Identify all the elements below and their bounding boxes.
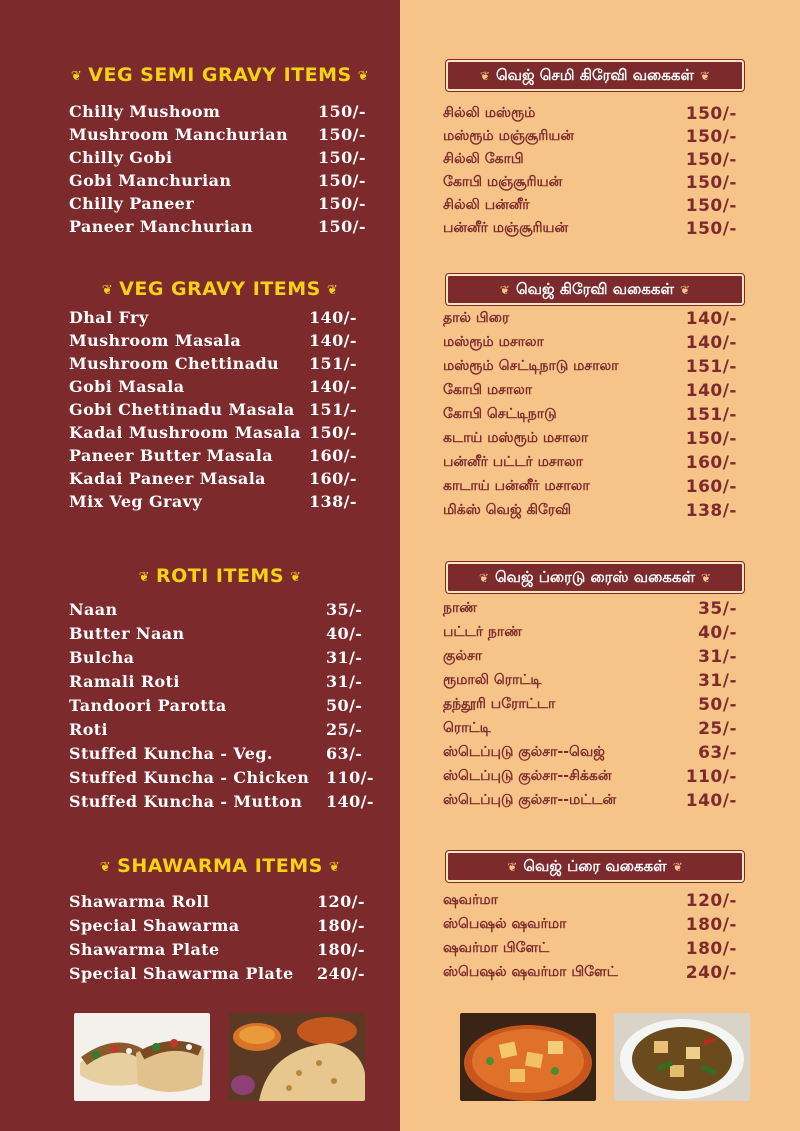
- paneer-curry-photo: [460, 1013, 596, 1101]
- menu-item-name: Tandoori Parotta: [69, 696, 227, 715]
- menu-item-tamil: [443, 767, 743, 790]
- menu-item-name: தந்தூரி பரோட்டா: [443, 696, 556, 712]
- menu-item-name: பன்னீர் மஞ்சூரியன்: [443, 220, 569, 236]
- menu-item-name: கோபி மசாலா: [443, 382, 533, 398]
- menu-item-price: 150/-: [318, 171, 366, 190]
- menu-item-name: Mushroom Manchurian: [69, 125, 289, 144]
- menu-item-price: 150/-: [685, 127, 737, 147]
- menu-item-name: Paneer Butter Masala: [69, 446, 273, 465]
- menu-item-name: ஸ்டெப்புடு குல்சா--மட்டன்: [443, 792, 617, 808]
- menu-item-name: சில்லி பன்னீர்: [443, 197, 530, 213]
- menu-item-english: [69, 696, 379, 719]
- section-heading-text: வெஜ் செமி கிரேவி வகைகள்: [496, 66, 694, 84]
- menu-item-name: ரூமாலி ரொட்டி: [443, 672, 542, 688]
- menu-item-price: 110/-: [685, 767, 737, 787]
- menu-item-name: பன்னீர் பட்டர் மசாலா: [443, 454, 583, 470]
- menu-item-name: ஸ்டெப்புடு குல்சா--வெஜ்: [443, 744, 605, 760]
- menu-item-tamil: [443, 671, 743, 694]
- menu-item-english: [69, 916, 379, 939]
- menu-item-name: Naan: [69, 600, 118, 619]
- section-heading-text: SHAWARMA ITEMS: [117, 855, 323, 877]
- menu-item-price: 140/-: [685, 791, 737, 811]
- menu-item-tamil: [443, 501, 743, 524]
- section-heading-text: VEG SEMI GRAVY ITEMS: [88, 64, 352, 86]
- ornament-icon: ❦: [672, 860, 683, 874]
- menu-item-price: 140/-: [326, 792, 374, 811]
- menu-item-english: [69, 768, 379, 791]
- menu-item-price: 151/-: [685, 357, 737, 377]
- menu-item-name: மஸ்ரூம் செட்டிநாடு மசாலா: [443, 358, 619, 374]
- menu-item-name: கோபி மஞ்சூரியன்: [443, 174, 563, 190]
- menu-item-tamil: [443, 453, 743, 476]
- menu-item-english: [69, 469, 379, 492]
- menu-item-tamil: [443, 743, 743, 766]
- menu-item-name: ஷவர்மா: [443, 892, 498, 908]
- menu-item-price: 150/-: [318, 148, 366, 167]
- menu-item-tamil: [443, 357, 743, 380]
- section-heading-text: வெஜ் ப்ரைடு ரைஸ் வகைகள்: [494, 568, 696, 586]
- menu-item-price: 160/-: [685, 477, 737, 497]
- menu-item-name: ஸ்பெஷல் ஷவர்மா: [443, 916, 567, 932]
- menu-item-tamil: [443, 127, 743, 150]
- menu-item-price: 110/-: [326, 768, 374, 787]
- menu-item-name: ஷவர்மா பிளேட்: [443, 940, 550, 956]
- menu-item-price: 150/-: [685, 173, 737, 193]
- section-heading-english: [0, 855, 440, 877]
- menu-item-name: கடாய் மஸ்ரூம் மசாலா: [443, 430, 589, 446]
- menu-item-price: 140/-: [309, 331, 357, 350]
- menu-item-name: Chilly Gobi: [69, 148, 173, 167]
- menu-item-english: [69, 331, 379, 354]
- menu-item-price: 25/-: [698, 719, 737, 739]
- menu-item-english: [69, 423, 379, 446]
- menu-item-english: [69, 400, 379, 423]
- menu-item-price: 140/-: [309, 308, 357, 327]
- section-heading-english: [0, 278, 440, 300]
- menu-item-english: [69, 892, 379, 915]
- menu-item-price: 150/-: [309, 423, 357, 442]
- menu-item-price: 150/-: [318, 194, 366, 213]
- section-heading-text: ROTI ITEMS: [155, 565, 285, 587]
- menu-item-english: [69, 744, 379, 767]
- menu-item-price: 180/-: [685, 915, 737, 935]
- section-heading-english: [0, 565, 440, 587]
- menu-item-name: காடாய் பன்னீர் மசாலா: [443, 478, 590, 494]
- menu-item-price: 180/-: [317, 916, 365, 935]
- menu-item-price: 160/-: [685, 453, 737, 473]
- menu-item-tamil: [443, 477, 743, 500]
- menu-item-name: Chilly Mushoom: [69, 102, 221, 121]
- ornament-icon: ❦: [70, 69, 83, 84]
- menu-item-name: Shawarma Roll: [69, 892, 210, 911]
- ornament-icon: ❦: [479, 69, 490, 83]
- menu-item-price: 150/-: [685, 219, 737, 239]
- menu-item-english: [69, 672, 379, 695]
- menu-item-name: Gobi Manchurian: [69, 171, 232, 190]
- menu-item-tamil: [443, 891, 743, 914]
- menu-item-tamil: [443, 963, 743, 986]
- menu-item-tamil: [443, 623, 743, 646]
- naan-curry-photo: [229, 1013, 365, 1101]
- menu-item-name: Stuffed Kuncha - Chicken: [69, 768, 310, 787]
- menu-item-price: 180/-: [317, 940, 365, 959]
- menu-item-english: [69, 194, 379, 217]
- section-heading-text: வெஜ் ப்ரை வகைகள்: [523, 857, 667, 875]
- menu-item-name: தால் பிரை: [443, 310, 510, 326]
- section-heading-tamil: [446, 851, 744, 882]
- menu-item-name: Kadai Mushroom Masala: [69, 423, 302, 442]
- menu-item-name: மிக்ஸ் வெஜ் கிரேவி: [443, 502, 572, 518]
- menu-item-price: 240/-: [317, 964, 365, 983]
- menu-item-name: Chilly Paneer: [69, 194, 195, 213]
- menu-item-price: 120/-: [317, 892, 365, 911]
- menu-item-name: ரொட்டி: [443, 720, 491, 736]
- menu-item-name: Ramali Roti: [69, 672, 180, 691]
- menu-item-english: [69, 354, 379, 377]
- menu-item-name: நாண்: [443, 600, 478, 616]
- menu-item-name: ஸ்பெஷல் ஷவர்மா பிளேட்: [443, 964, 618, 980]
- ornament-icon: ❦: [680, 283, 691, 297]
- menu-item-tamil: [443, 429, 743, 452]
- menu-item-price: 151/-: [309, 354, 357, 373]
- ornament-icon: ❦: [326, 283, 339, 298]
- menu-item-english: [69, 964, 379, 987]
- menu-item-price: 31/-: [326, 648, 363, 667]
- ornament-icon: ❦: [328, 860, 341, 875]
- menu-item-price: 35/-: [698, 599, 737, 619]
- section-heading-text: VEG GRAVY ITEMS: [119, 278, 321, 300]
- menu-item-name: Roti: [69, 720, 109, 739]
- menu-item-english: [69, 377, 379, 400]
- menu-item-tamil: [443, 791, 743, 814]
- menu-item-price: 150/-: [685, 429, 737, 449]
- section-heading-tamil: [446, 60, 744, 91]
- menu-item-name: சில்லி கோபி: [443, 151, 524, 167]
- menu-item-english: [69, 600, 379, 623]
- menu-item-english: [69, 720, 379, 743]
- menu-item-english: [69, 446, 379, 469]
- menu-item-english: [69, 940, 379, 963]
- menu-item-tamil: [443, 333, 743, 356]
- menu-item-tamil: [443, 381, 743, 404]
- menu-item-price: 140/-: [309, 377, 357, 396]
- menu-item-price: 150/-: [318, 102, 366, 121]
- menu-item-name: Paneer Manchurian: [69, 217, 253, 236]
- menu-item-name: மஸ்ரூம் மஞ்சூரியன்: [443, 128, 574, 144]
- menu-item-name: Gobi Chettinadu Masala: [69, 400, 295, 419]
- menu-item-name: Butter Naan: [69, 624, 185, 643]
- menu-item-tamil: [443, 196, 743, 219]
- section-heading-tamil: [446, 562, 744, 593]
- menu-item-name: கோபி செட்டிநாடு: [443, 406, 557, 422]
- ornament-icon: ❦: [357, 69, 370, 84]
- menu-item-price: 150/-: [318, 125, 366, 144]
- menu-item-english: [69, 648, 379, 671]
- section-heading-text: வெஜ் கிரேவி வகைகள்: [515, 280, 674, 298]
- ornament-icon: ❦: [507, 860, 518, 874]
- menu-item-price: 151/-: [685, 405, 737, 425]
- ornament-icon: ❦: [699, 69, 711, 83]
- menu-item-price: 138/-: [685, 501, 737, 521]
- menu-item-price: 120/-: [685, 891, 737, 911]
- ornament-icon: ❦: [701, 571, 712, 585]
- menu-item-price: 63/-: [326, 744, 363, 763]
- menu-item-english: [69, 792, 379, 815]
- menu-item-price: 31/-: [698, 647, 737, 667]
- menu-item-tamil: [443, 695, 743, 718]
- menu-item-price: 140/-: [685, 381, 737, 401]
- menu-item-tamil: [443, 599, 743, 622]
- menu-item-english: [69, 148, 379, 171]
- menu-item-english: [69, 102, 379, 125]
- menu-item-price: 63/-: [698, 743, 737, 763]
- menu-item-price: 160/-: [309, 469, 357, 488]
- menu-item-price: 180/-: [685, 939, 737, 959]
- menu-item-tamil: [443, 405, 743, 428]
- menu-item-price: 240/-: [685, 963, 737, 983]
- menu-item-english: [69, 308, 379, 331]
- menu-item-english: [69, 492, 379, 515]
- menu-item-name: ஸ்டெப்புடு குல்சா--சிக்கன்: [443, 768, 612, 784]
- menu-item-name: Dhal Fry: [69, 308, 149, 327]
- menu-item-tamil: [443, 219, 743, 242]
- menu-item-name: Kadai Paneer Masala: [69, 469, 266, 488]
- menu-item-tamil: [443, 150, 743, 173]
- section-heading-english: [0, 64, 440, 86]
- menu-item-price: 140/-: [685, 333, 737, 353]
- ornament-icon: ❦: [478, 571, 489, 585]
- kadai-paneer-photo: [614, 1013, 750, 1101]
- ornament-icon: ❦: [290, 570, 302, 585]
- menu-item-name: Mushroom Chettinadu: [69, 354, 280, 373]
- menu-item-name: Mushroom Masala: [69, 331, 242, 350]
- menu-item-english: [69, 624, 379, 647]
- menu-item-price: 150/-: [685, 104, 737, 124]
- menu-item-name: Bulcha: [69, 648, 135, 667]
- menu-item-name: பட்டர் நாண்: [443, 624, 523, 640]
- menu-item-name: Stuffed Kuncha - Veg.: [69, 744, 273, 763]
- menu-item-price: 35/-: [326, 600, 363, 619]
- shawarma-wrap-photo: [74, 1013, 210, 1101]
- menu-item-price: 50/-: [326, 696, 363, 715]
- menu-item-price: 50/-: [698, 695, 737, 715]
- menu-item-price: 138/-: [309, 492, 357, 511]
- menu-item-price: 31/-: [698, 671, 737, 691]
- menu-item-price: 150/-: [685, 196, 737, 216]
- ornament-icon: ❦: [99, 860, 112, 875]
- menu-item-price: 160/-: [309, 446, 357, 465]
- menu-item-name: Special Shawarma Plate: [69, 964, 294, 983]
- menu-item-tamil: [443, 104, 743, 127]
- menu-item-name: Special Shawarma: [69, 916, 240, 935]
- menu-item-tamil: [443, 939, 743, 962]
- menu-item-tamil: [443, 309, 743, 332]
- menu-item-english: [69, 171, 379, 194]
- menu-item-price: 40/-: [326, 624, 363, 643]
- menu-item-name: Stuffed Kuncha - Mutton: [69, 792, 303, 811]
- ornament-icon: ❦: [101, 283, 114, 298]
- menu-item-name: குல்சா: [443, 648, 483, 664]
- menu-item-price: 140/-: [685, 309, 737, 329]
- menu-item-english: [69, 125, 379, 148]
- menu-item-name: Mix Veg Gravy: [69, 492, 203, 511]
- menu-item-price: 31/-: [326, 672, 363, 691]
- menu-item-tamil: [443, 915, 743, 938]
- ornament-icon: ❦: [499, 283, 510, 297]
- menu-item-name: Shawarma Plate: [69, 940, 220, 959]
- ornament-icon: ❦: [138, 570, 150, 585]
- menu-item-tamil: [443, 647, 743, 670]
- menu-item-name: சில்லி மஸ்ரூம்: [443, 105, 536, 121]
- menu-item-tamil: [443, 173, 743, 196]
- menu-item-english: [69, 217, 379, 240]
- menu-item-price: 150/-: [685, 150, 737, 170]
- menu-item-price: 151/-: [309, 400, 357, 419]
- section-heading-tamil: [446, 274, 744, 305]
- menu-item-name: Gobi Masala: [69, 377, 185, 396]
- menu-item-name: மஸ்ரூம் மசாலா: [443, 334, 544, 350]
- menu-item-price: 150/-: [318, 217, 366, 236]
- menu-item-price: 40/-: [698, 623, 737, 643]
- menu-item-tamil: [443, 719, 743, 742]
- menu-item-price: 25/-: [326, 720, 363, 739]
